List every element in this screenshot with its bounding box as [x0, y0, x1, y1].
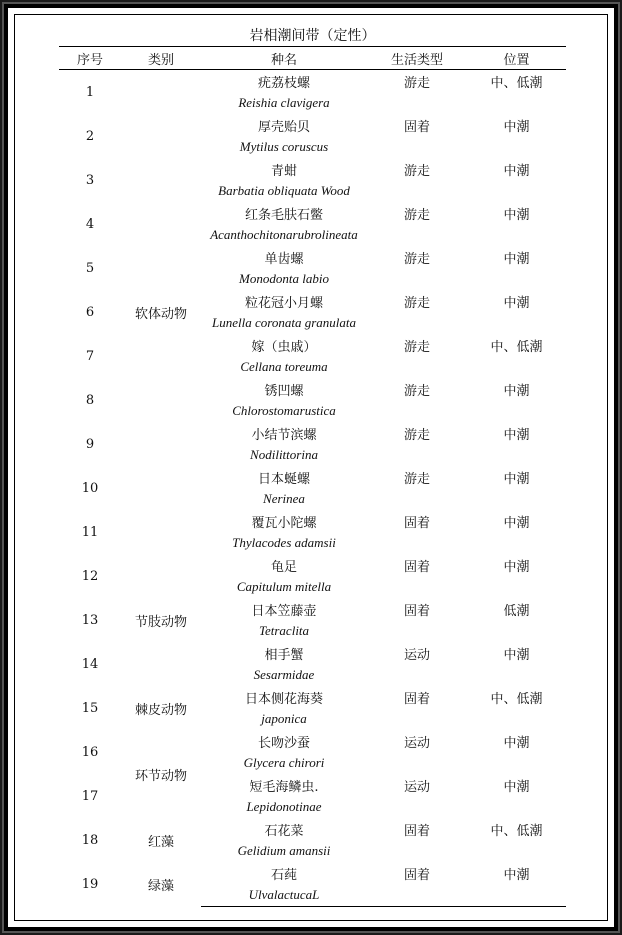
row-category: 软体动物: [134, 306, 187, 322]
empty-cell: [467, 664, 566, 686]
row-number: 10: [81, 480, 99, 496]
life-type: 游走: [403, 339, 430, 355]
row-category: 红藻: [147, 834, 174, 850]
species-latin-name: Gelidium amansii: [237, 843, 331, 858]
row-number: 17: [81, 788, 99, 804]
row-number: 1: [85, 84, 95, 100]
species-chinese-name: 石莼: [270, 867, 297, 883]
row-category: 绿藻: [147, 878, 174, 894]
life-type: 运动: [403, 779, 430, 795]
tidal-position: 中、低潮: [490, 691, 543, 707]
tidal-position: 中潮: [503, 515, 530, 531]
row-number: 11: [81, 524, 99, 540]
life-type: 运动: [403, 647, 430, 663]
species-latin-name: Barbatia obliquata Wood: [218, 183, 350, 198]
empty-cell: [467, 840, 566, 862]
empty-cell: [367, 488, 467, 510]
tidal-position: 中潮: [503, 163, 530, 179]
empty-cell: [367, 796, 467, 818]
species-latin-name: Reishia clavigera: [238, 95, 330, 110]
species-latin-name: Tetraclita: [258, 623, 310, 638]
empty-cell: [467, 400, 566, 422]
row-number: 15: [81, 700, 99, 716]
row-number: 7: [85, 348, 95, 364]
header-life-type: 生活类型: [367, 47, 467, 70]
species-latin-name: Glycera chirori: [243, 755, 325, 770]
life-type: 固着: [403, 559, 430, 575]
species-chinese-name: 日本侧花海葵: [244, 691, 323, 707]
tidal-position: 中潮: [503, 735, 530, 751]
empty-cell: [467, 708, 566, 730]
empty-cell: [467, 444, 566, 466]
empty-cell: [367, 444, 467, 466]
row-number: 14: [81, 656, 99, 672]
life-type: 运动: [403, 735, 430, 751]
species-chinese-name: 青蚶: [270, 163, 297, 179]
row-number: 16: [81, 744, 99, 760]
species-latin-name: Capitulum mitella: [236, 579, 332, 594]
tidal-position: 中潮: [503, 867, 530, 883]
row-number: 3: [85, 172, 95, 188]
row-number: 12: [81, 568, 99, 584]
empty-cell: [467, 752, 566, 774]
empty-cell: [367, 92, 467, 114]
empty-cell: [367, 884, 467, 907]
tidal-position: 低潮: [503, 603, 530, 619]
table-row: [59, 862, 566, 884]
life-type: 游走: [403, 207, 430, 223]
tidal-position: 中、低潮: [490, 823, 543, 839]
life-type: 固着: [403, 603, 430, 619]
header-number: 序号: [59, 47, 121, 70]
species-latin-name: Thylacodes adamsii: [232, 535, 336, 550]
life-type: 游走: [403, 383, 430, 399]
species-chinese-name: 小结节滨螺: [251, 427, 317, 443]
empty-cell: [467, 268, 566, 290]
species-chinese-name: 覆瓦小陀螺: [251, 515, 317, 531]
species-chinese-name: 厚壳贻贝: [257, 119, 310, 135]
empty-cell: [467, 576, 566, 598]
species-table: [59, 24, 566, 907]
empty-cell: [467, 532, 566, 554]
empty-cell: [367, 180, 467, 202]
species-chinese-name: 日本笠藤壶: [251, 603, 317, 619]
species-latin-name: Sesarmidae: [253, 667, 315, 682]
empty-cell: [467, 796, 566, 818]
empty-cell: [367, 136, 467, 158]
tidal-position: 中潮: [503, 559, 530, 575]
row-number: 9: [85, 436, 95, 452]
species-latin-name: Monodonta labio: [239, 271, 329, 286]
life-type: 固着: [403, 691, 430, 707]
empty-cell: [467, 356, 566, 378]
life-type: 游走: [403, 295, 430, 311]
row-number: 18: [81, 832, 99, 848]
empty-cell: [367, 224, 467, 246]
life-type: 固着: [403, 867, 430, 883]
species-chinese-name: 相手蟹: [264, 647, 304, 663]
empty-cell: [467, 92, 566, 114]
empty-cell: [367, 400, 467, 422]
empty-cell: [367, 620, 467, 642]
empty-cell: [467, 620, 566, 642]
row-number: 4: [85, 216, 95, 232]
species-latin-name: Chlorostomarustica: [232, 403, 336, 418]
species-chinese-name: 嫁（虫戚）: [251, 339, 317, 355]
empty-cell: [367, 356, 467, 378]
header-category: 类别: [121, 47, 201, 70]
species-latin-name: Nodilittorina: [250, 447, 318, 462]
life-type: 游走: [403, 75, 430, 91]
life-type: 固着: [403, 119, 430, 135]
row-number: 13: [81, 612, 99, 628]
life-type: 游走: [403, 471, 430, 487]
header-position: 位置: [467, 47, 566, 70]
empty-cell: [367, 752, 467, 774]
species-chinese-name: 长吻沙蚕: [257, 735, 310, 751]
table-row: [59, 70, 566, 93]
row-number: 2: [85, 128, 95, 144]
species-chinese-name: 短毛海鳞虫.: [249, 779, 319, 795]
empty-cell: [367, 708, 467, 730]
empty-cell: [367, 576, 467, 598]
table-row: [59, 730, 566, 752]
row-number: 6: [85, 304, 95, 320]
species-chinese-name: 疣荔枝螺: [257, 75, 310, 91]
header-species: 种名: [201, 47, 367, 70]
tidal-position: 中潮: [503, 383, 530, 399]
empty-cell: [367, 532, 467, 554]
row-category: 节肢动物: [134, 614, 187, 630]
document-frame: [4, 4, 618, 931]
table-title: 岩相潮间带（定性）: [59, 24, 566, 47]
species-chinese-name: 龟足: [270, 559, 297, 575]
empty-cell: [367, 840, 467, 862]
empty-cell: [467, 180, 566, 202]
empty-cell: [367, 664, 467, 686]
table-row: [59, 818, 566, 840]
species-latin-name: UlvalactucaL: [201, 884, 367, 907]
tidal-position: 中潮: [503, 295, 530, 311]
empty-cell: [367, 312, 467, 334]
life-type: 游走: [403, 163, 430, 179]
tidal-position: 中潮: [503, 647, 530, 663]
tidal-position: 中潮: [503, 251, 530, 267]
species-latin-name: Nerinea: [263, 491, 305, 506]
empty-cell: [467, 136, 566, 158]
tidal-position: 中、低潮: [490, 75, 543, 91]
tidal-position: 中潮: [503, 779, 530, 795]
tidal-position: 中潮: [503, 207, 530, 223]
tidal-position: 中潮: [503, 119, 530, 135]
life-type: 游走: [403, 251, 430, 267]
table-row: [59, 686, 566, 708]
life-type: 固着: [403, 823, 430, 839]
species-latin-name: Mytilus coruscus: [239, 139, 329, 154]
empty-cell: [467, 488, 566, 510]
life-type: 固着: [403, 515, 430, 531]
species-latin-name: Lunella coronata granulata: [212, 315, 356, 330]
row-number: 5: [85, 260, 95, 276]
species-chinese-name: 红条毛肤石鳖: [244, 207, 323, 223]
species-chinese-name: 锈凹螺: [264, 383, 304, 399]
empty-cell: [467, 224, 566, 246]
species-latin-name: Acanthochitonarubrolineata: [210, 227, 358, 242]
tidal-position: 中潮: [503, 471, 530, 487]
species-latin-name: japonica: [261, 711, 307, 726]
species-latin-name: Cellana toreuma: [240, 359, 328, 374]
row-category: 环节动物: [134, 768, 187, 784]
species-chinese-name: 日本蜒螺: [257, 471, 310, 487]
tidal-position: 中、低潮: [490, 339, 543, 355]
row-number: 8: [85, 392, 95, 408]
empty-cell: [367, 268, 467, 290]
species-chinese-name: 单齿螺: [264, 251, 304, 267]
species-latin-name: Lepidonotinae: [246, 799, 322, 814]
life-type: 游走: [403, 427, 430, 443]
species-chinese-name: 粒花冠小月螺: [244, 295, 323, 311]
empty-cell: [467, 884, 566, 907]
species-chinese-name: 石花菜: [264, 823, 304, 839]
tidal-position: 中潮: [503, 427, 530, 443]
row-category: 棘皮动物: [134, 702, 187, 718]
row-number: 19: [81, 876, 99, 892]
empty-cell: [467, 312, 566, 334]
table-row: [59, 554, 566, 576]
